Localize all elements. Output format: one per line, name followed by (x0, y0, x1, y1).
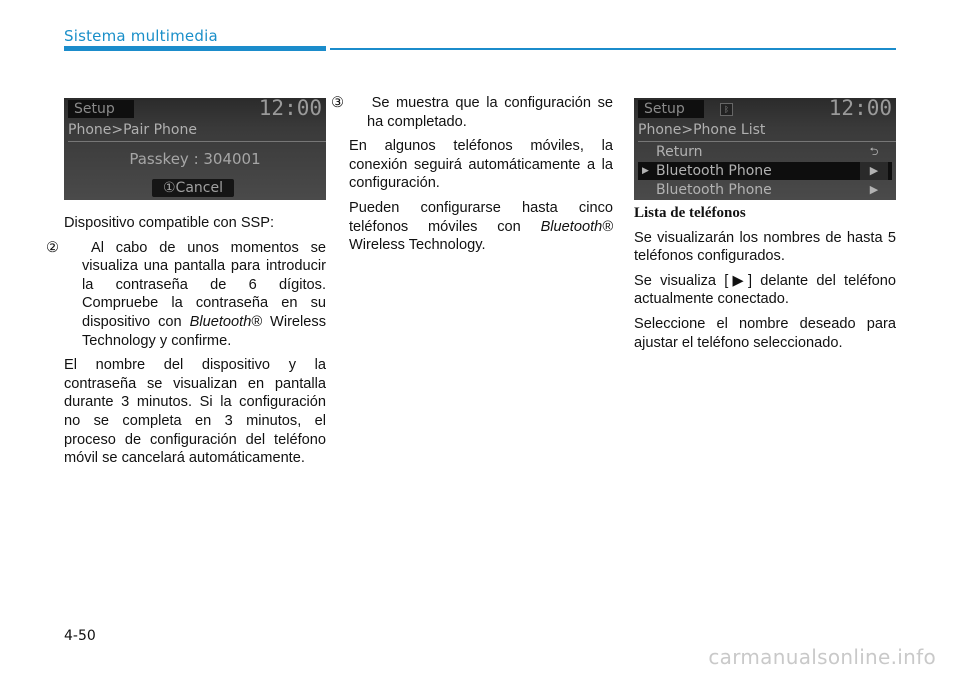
phone-list-screen (634, 98, 896, 200)
watermark: carmanualsonline.info (708, 645, 936, 669)
column-3 (634, 204, 896, 358)
list-item-phone-connected[interactable] (638, 162, 892, 180)
paragraph: Seleccione el nombre deseado para ajustar el teléfono seleccionado. (634, 315, 896, 351)
paragraph: Se visualizarán los nombres de hasta 5 teléfonos configurados. (634, 229, 896, 265)
clock: 12:00 (258, 98, 322, 120)
clock: 12:00 (828, 98, 892, 120)
play-icon: ▶ (860, 162, 888, 180)
column-2 (331, 94, 613, 261)
return-icon: ⮌ (869, 145, 879, 158)
subheading: Lista de teléfonos (634, 205, 746, 221)
column-1 (46, 214, 327, 474)
step-3: ③ Se muestra que la configuración se ha completado. (331, 95, 613, 130)
paragraph: En algunos teléfonos móviles, la conexión seguirá automáticamente a la configuración. (349, 138, 613, 192)
brand-name: Bluetooth® (540, 218, 613, 235)
header-rule-thick (64, 46, 326, 51)
breadcrumb: Phone>Pair Phone (68, 119, 326, 142)
step-2: ② Al cabo de unos momentos se visualiza una pantalla para introducir la contraseña de 6 dígitos. Compruebe la contraseña en su dispositivo con Bluetooth® Wireless Technology y confirme. (46, 239, 327, 349)
brand-name: Bluetooth® (189, 313, 263, 330)
setup-tab: Setup (638, 100, 704, 118)
list-item-label: Return (656, 144, 703, 160)
header-rule-thin (330, 48, 896, 50)
paragraph: El nombre del dispositivo y la contraseña se visualizan en pantalla durante 3 minutos. Si la configuración no se completa en 3 minutos, el proceso de configuración del teléfono móvil se cancelará automáticamente. (64, 357, 326, 467)
paragraph: Se visualiza [▶] delante del teléfono actualmente conectado. (634, 272, 896, 308)
step-number: ③ (331, 95, 345, 111)
connected-marker-icon: ▶ (642, 166, 649, 176)
list-item-label: Bluetooth Phone (656, 163, 772, 179)
step-number: ② (46, 239, 60, 256)
page-number: 4-50 (64, 628, 96, 644)
list-item-label: Bluetooth Phone (656, 182, 772, 198)
paragraph: Pueden configurarse hasta cinco teléfonos móviles con Bluetooth® Wireless Technology. (349, 199, 613, 254)
bluetooth-icon: ᛒ (720, 103, 733, 116)
intro-text: Dispositivo compatible con SSP: (64, 215, 275, 231)
list-item-phone[interactable] (638, 181, 892, 199)
passkey-text: Passkey : 304001 (129, 150, 261, 168)
play-icon: ▶ (728, 272, 748, 289)
breadcrumb: Phone>Phone List (638, 119, 896, 142)
setup-tab: Setup (68, 100, 134, 118)
play-icon: ▶ (869, 183, 879, 196)
list-item-return[interactable] (638, 143, 892, 161)
pair-phone-screen (64, 98, 326, 200)
cancel-button[interactable]: ①Cancel (152, 179, 234, 197)
section-title: Sistema multimedia (64, 27, 218, 45)
